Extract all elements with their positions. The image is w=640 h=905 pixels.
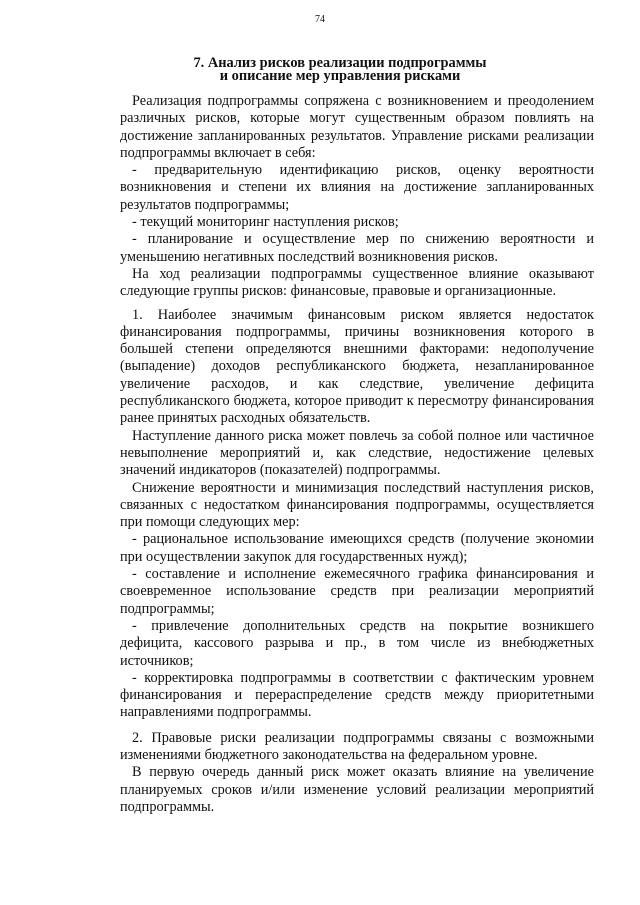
paragraph: 2. Правовые риски реализации подпрограммы связаны с возможными изменениями бюджетного законодательства на федеральном уровне.	[120, 729, 594, 763]
paragraph: Снижение вероятности и минимизация последствий наступления рисков, связанных с недостатком финансирования подпрограммы, осуществляется при помощи следующих мер:	[120, 479, 594, 531]
section-title-line-2: и описание мер управления рисками	[219, 68, 461, 84]
section-title-line-1: 7. Анализ рисков реализации подпрограммы	[193, 55, 487, 71]
body-text	[120, 93, 594, 816]
paragraph: В первую очередь данный риск может оказать влияние на увеличение планируемых сроков и/или изменение условий реализации мероприятий подпрограммы.	[120, 764, 594, 815]
list-item: - текущий мониторинг наступления рисков;	[132, 214, 399, 231]
paragraph: 1. Наиболее значимым финансовым риском является недостаток финансирования подпрограммы, причины возникновения которого в большей степени определяются внешними факторами: недополучение (выпадение) доходов республиканского бюджета, незапланированное увеличение расходов, и как следствие, увеличение дефицита республиканского бюджета, которое приводит к пересмотру финансирования ранее принятых расходных обязательств.	[120, 306, 594, 427]
paragraph: На ход реализации подпрограммы существенное влияние оказывают следующие группы рисков: финансовые, правовые и организационные.	[120, 265, 594, 300]
list-item: - привлечение дополнительных средств на покрытие возникшего дефицита, кассового разрыва и пр., в том числе из внебюджетных источников;	[120, 617, 594, 669]
paragraph: Реализация подпрограммы сопряжена с возникновением и преодолением различных рисков, которые могут существенным образом повлиять на достижение запланированных результатов. Управление рисками реализации подпрограммы включает в себя:	[120, 93, 594, 161]
list-item: - предварительную идентификацию рисков, оценку вероятности возникновения и степени их влияния на достижение запланированных результатов подпрограммы;	[120, 162, 594, 213]
section-title	[110, 57, 570, 83]
paragraph: Наступление данного риска может повлечь за собой полное или частичное невыполнение мероприятий и, как следствие, недостижение целевых значений индикаторов (показателей) подпрограммы.	[120, 427, 594, 479]
page-number: 74	[315, 14, 325, 25]
list-item: - рациональное использование имеющихся средств (получение экономии при осуществлении закупок для государственных нужд);	[120, 531, 594, 565]
list-item: - составление и исполнение ежемесячного графика финансирования и своевременное использование средств при реализации мероприятий подпрограммы;	[120, 566, 594, 617]
list-item: - корректировка подпрограммы в соответствии с фактическим уровнем финансирования и перераспределение средств между приоритетными направлениями подпрограммы.	[120, 669, 594, 721]
list-item: - планирование и осуществление мер по снижению вероятности и уменьшению негативных последствий возникновения рисков.	[120, 231, 594, 265]
